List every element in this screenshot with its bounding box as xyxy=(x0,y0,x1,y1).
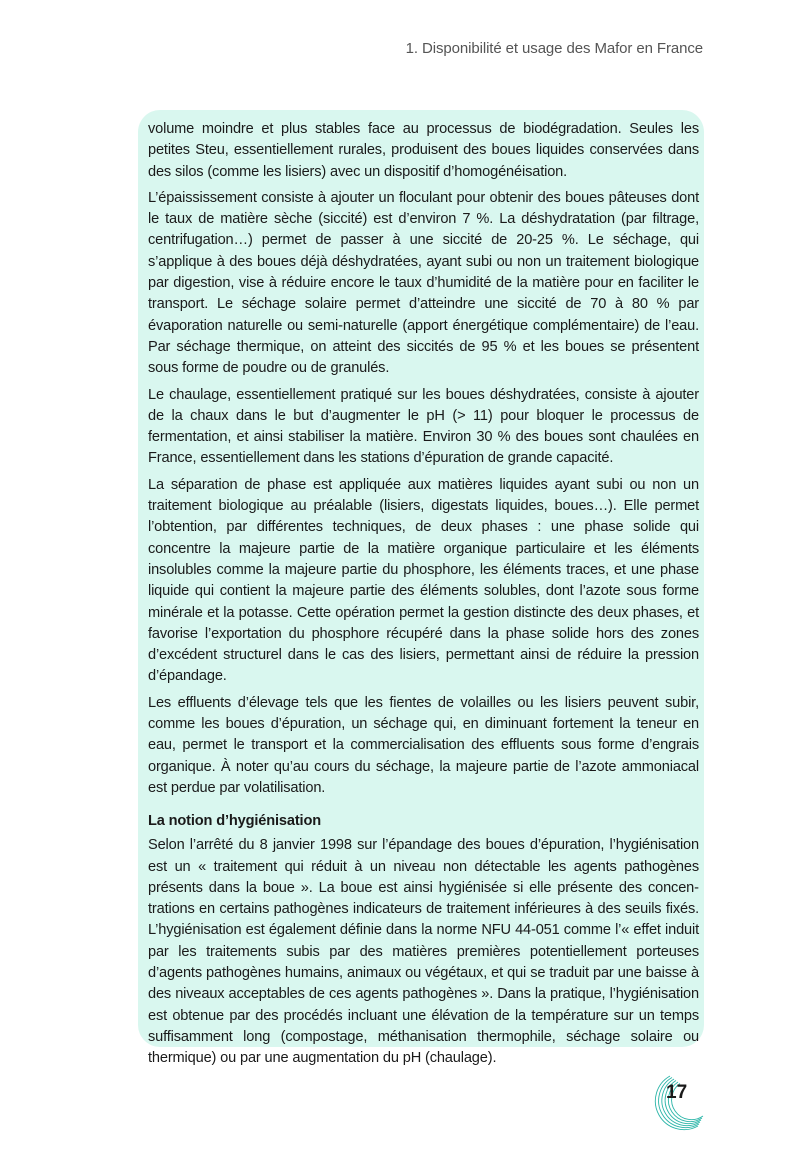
paragraph: L’épaississement consiste à ajouter un floculant pour obtenir des boues pâteuses dont le taux de matière sèche (siccité) est d’environ 7 %. La déshydratation (par filtrage, centrifugation…) permet de passer à une siccité de 20-25 %. Le séchage, qui s’applique à des boues déjà déshydratées, ayant subi ou non un traitement biologique par digestion, vise à réduire encore le taux d’humidité de la matière pour en faciliter le transport. Le séchage solaire permet d’atteindre une siccité de 70 à 80 % par évaporation naturelle ou semi-naturelle (apport énergétique complémentaire) de l’eau. Par séchage thermique, on atteint des siccités de 95 % et les boues se présentent sous forme de poudre ou de granulés. xyxy=(148,189,699,377)
section-heading: La notion d’hygiénisation xyxy=(148,813,321,830)
paragraph: volume moindre et plus stables face au processus de biodégradation. Seules les petites Steu, essentiellement rurales, produisent des boues liquides conservées dans des silos (comme les lisiers) avec un dispositif d’homogénéisation. xyxy=(148,121,699,180)
paragraph: Les effluents d’élevage tels que les fientes de volailles ou les lisiers peuvent subir, comme les boues d’épuration, un séchage qui, en diminuant fortement la teneur en eau, permet le transport et la commercialisation des effluents sous forme d’engrais organique. À noter qu’au cours du séchage, la majeure partie de l’azote ammoniacal est perdue par volatilisation. xyxy=(148,694,699,796)
paragraph: Selon l’arrêté du 8 janvier 1998 sur l’épandage des boues d’épuration, l’hygiénisation est un « traitement qui réduit à un niveau non détectable les agents pathogènes présents dans la boue ». La boue est ainsi hygiénisée si elle présente des concentrations en certains pathogènes indicateurs de traitement inférieures à des seuils fixés. L’hygiénisation est également définie dans la norme NFU 44-051 comme l’« effet induit par les traitements subis par des matières premières potentiellement porteuses d’agents pathogènes humains, animaux ou végétaux, et qui se traduit par une baisse à des niveaux acceptables de ces agents pathogènes ». Dans la pratique, l’hygiénisation est obtenue par des procédés incluant une élévation de la température sur un temps suffisamment long (compostage, méthanisation thermophile, séchage solaire ou thermique) ou par une augmentation du pH (chaulage). xyxy=(148,837,699,1067)
paragraph: La séparation de phase est appliquée aux matières liquides ayant subi ou non un traitement biologique au préalable (lisiers, digestats liquides, boues…). Elle permet l’obtention, par différentes techniques, de deux phases : une phase solide qui concentre la majeure partie de la matière organique particulaire et les éléments insolubles comme la majeure partie du phosphore, les éléments traces, et une phase liquide qui contient la majeure partie des éléments solubles, dont l’azote sous forme minérale et la potasse. Cette opération permet la gestion distincte des deux phases, et favorise l’exportation du phosphore récupéré dans la phase solide hors des zones d’excédent structurel dans le cas des lisiers, permettant ainsi de réduire la pression d’épandage. xyxy=(148,476,699,685)
paragraph: Le chaulage, essentiellement pratiqué sur les boues déshydratées, consiste à ajouter de la chaux dans le but d’augmenter le pH (> 11) pour bloquer le processus de fermentation, et ainsi stabiliser la matière. Environ 30 % des boues sont chaulées en France, essentiellement dans les stations d’épuration de grande capacité. xyxy=(148,386,699,467)
page-number: 17 xyxy=(666,1082,688,1103)
body-text xyxy=(148,119,699,1074)
running-header: 1. Disponibilité et usage des Mafor en France xyxy=(405,40,703,57)
